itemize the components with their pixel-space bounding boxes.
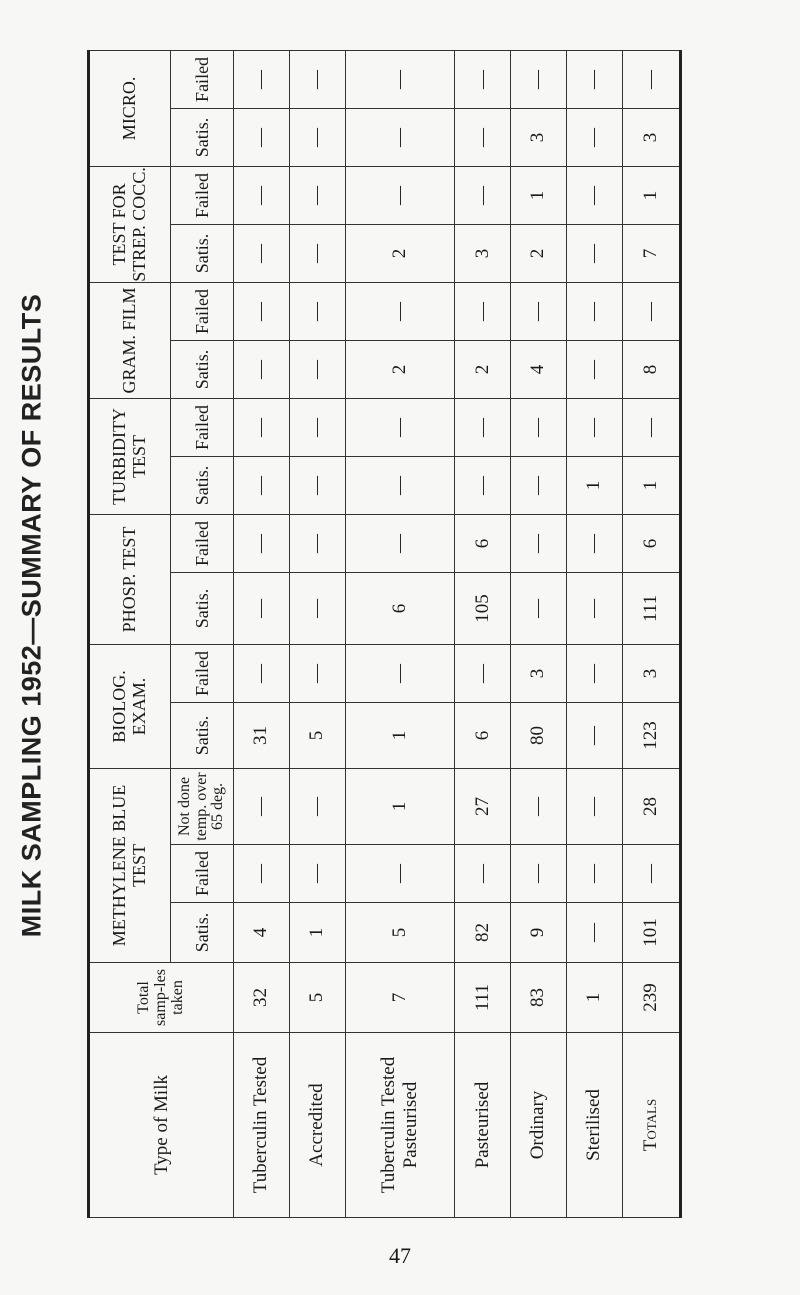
type-of-milk-header: Type of Milk xyxy=(89,1033,234,1218)
cell-phos-failed: — xyxy=(289,514,345,572)
cell-phos-satis: — xyxy=(289,572,345,644)
cell-bio-satis: 31 xyxy=(234,702,290,768)
micro-failed-header: Failed xyxy=(171,50,234,108)
cell-mb-satis: 9 xyxy=(510,903,566,963)
cell-mb-not-done: — xyxy=(510,768,566,844)
cell-phos-failed: 6 xyxy=(455,514,511,572)
cell-gram-failed: — xyxy=(345,282,454,340)
bio-satis-header: Satis. xyxy=(171,702,234,768)
cell-strep-satis: — xyxy=(566,224,622,282)
biolog-exam-header: BIOLOG. EXAM. xyxy=(89,644,171,768)
cell-gram-satis: 8 xyxy=(622,340,680,398)
cell-turb-satis: — xyxy=(510,456,566,514)
cell-gram-satis: 2 xyxy=(345,340,454,398)
cell-phos-satis: — xyxy=(566,572,622,644)
cell-mb-failed: — xyxy=(345,845,454,903)
cell-bio-satis: — xyxy=(566,702,622,768)
cell-turb-failed: — xyxy=(289,398,345,456)
mb-not-done-header: Not done temp. over 65 deg. xyxy=(171,768,234,844)
cell-gram-failed: — xyxy=(455,282,511,340)
cell-micro-failed: — xyxy=(622,50,680,108)
cell-total: 32 xyxy=(234,963,290,1033)
cell-gram-failed: — xyxy=(622,282,680,340)
cell-mb-satis: 82 xyxy=(455,903,511,963)
methylene-blue-header: METHYLENE BLUE TEST xyxy=(89,768,171,962)
cell-phos-satis: 6 xyxy=(345,572,454,644)
cell-turb-satis: 1 xyxy=(566,456,622,514)
cell-phos-failed: — xyxy=(345,514,454,572)
cell-gram-failed: — xyxy=(289,282,345,340)
micro-header: MICRO. xyxy=(89,50,171,166)
header-row-groups xyxy=(89,50,171,1217)
table-row xyxy=(455,50,511,1217)
cell-turb-failed: — xyxy=(234,398,290,456)
cell-bio-failed: — xyxy=(566,644,622,702)
cell-micro-failed: — xyxy=(566,50,622,108)
micro-satis-header: Satis. xyxy=(171,108,234,166)
cell-total: 1 xyxy=(566,963,622,1033)
milk-type-label: Pasteurised xyxy=(455,1033,511,1218)
cell-mb-failed: — xyxy=(455,845,511,903)
cell-strep-satis: 3 xyxy=(455,224,511,282)
cell-bio-satis: 1 xyxy=(345,702,454,768)
cell-bio-failed: 3 xyxy=(510,644,566,702)
milk-type-label: Sterilised xyxy=(566,1033,622,1218)
cell-mb-failed: — xyxy=(566,845,622,903)
cell-mb-satis: 101 xyxy=(622,903,680,963)
cell-gram-failed: — xyxy=(234,282,290,340)
turb-satis-header: Satis. xyxy=(171,456,234,514)
cell-micro-failed: — xyxy=(345,50,454,108)
total-samples-header: Total samp-les taken xyxy=(89,963,234,1033)
milk-type-label: Ordinary xyxy=(510,1033,566,1218)
cell-turb-satis: — xyxy=(289,456,345,514)
cell-turb-satis: — xyxy=(455,456,511,514)
gram-film-header: GRAM. FILM xyxy=(89,282,171,398)
turb-failed-header: Failed xyxy=(171,398,234,456)
phosp-test-header: PHOSP. TEST xyxy=(89,514,171,644)
milk-type-label: Accredited xyxy=(289,1033,345,1218)
cell-bio-satis: 6 xyxy=(455,702,511,768)
cell-mb-failed: — xyxy=(510,845,566,903)
cell-mb-satis: — xyxy=(566,903,622,963)
cell-bio-satis: 80 xyxy=(510,702,566,768)
cell-total: 5 xyxy=(289,963,345,1033)
cell-strep-satis: 7 xyxy=(622,224,680,282)
cell-phos-failed: — xyxy=(566,514,622,572)
table-row xyxy=(566,50,622,1217)
strep-cocc-header: TEST FOR STREP. COCC. xyxy=(89,166,171,282)
cell-micro-satis: 3 xyxy=(510,108,566,166)
cell-micro-satis: — xyxy=(566,108,622,166)
cell-mb-not-done: — xyxy=(566,768,622,844)
results-table xyxy=(87,50,682,1218)
cell-mb-satis: 4 xyxy=(234,903,290,963)
phos-satis-header: Satis. xyxy=(171,572,234,644)
cell-strep-failed: 1 xyxy=(510,166,566,224)
cell-turb-failed: — xyxy=(566,398,622,456)
cell-micro-satis: — xyxy=(345,108,454,166)
cell-strep-failed: — xyxy=(345,166,454,224)
cell-strep-failed: 1 xyxy=(622,166,680,224)
cell-strep-satis: — xyxy=(234,224,290,282)
cell-bio-failed: — xyxy=(345,644,454,702)
cell-strep-failed: — xyxy=(566,166,622,224)
cell-micro-satis: — xyxy=(234,108,290,166)
cell-turb-failed: — xyxy=(622,398,680,456)
cell-mb-failed: — xyxy=(622,845,680,903)
cell-micro-satis: — xyxy=(455,108,511,166)
phos-failed-header: Failed xyxy=(171,514,234,572)
cell-total: 7 xyxy=(345,963,454,1033)
results-table-body xyxy=(234,50,681,1217)
cell-gram-satis: 2 xyxy=(455,340,511,398)
cell-phos-satis: — xyxy=(510,572,566,644)
gram-failed-header: Failed xyxy=(171,282,234,340)
cell-micro-satis: — xyxy=(289,108,345,166)
gram-satis-header: Satis. xyxy=(171,340,234,398)
table-row xyxy=(234,50,290,1217)
cell-mb-not-done: 28 xyxy=(622,768,680,844)
cell-micro-failed: — xyxy=(289,50,345,108)
cell-mb-not-done: 1 xyxy=(345,768,454,844)
cell-micro-satis: 3 xyxy=(622,108,680,166)
page-number: 47 xyxy=(389,1243,411,1268)
cell-mb-not-done: — xyxy=(234,768,290,844)
cell-total: 111 xyxy=(455,963,511,1033)
cell-phos-failed: — xyxy=(234,514,290,572)
cell-phos-failed: — xyxy=(510,514,566,572)
mb-satis-header: Satis. xyxy=(171,903,234,963)
cell-mb-satis: 5 xyxy=(345,903,454,963)
strep-failed-header: Failed xyxy=(171,166,234,224)
cell-bio-failed: — xyxy=(234,644,290,702)
cell-phos-failed: 6 xyxy=(622,514,680,572)
turbidity-test-header: TURBIDITY TEST xyxy=(89,398,171,514)
cell-micro-failed: — xyxy=(510,50,566,108)
page-title: MILK SAMPLING 1952—SUMMARY OF RESULTS xyxy=(16,293,47,937)
cell-strep-satis: 2 xyxy=(510,224,566,282)
cell-turb-failed: — xyxy=(345,398,454,456)
milk-type-label: Tuberculin Tested Pasteurised xyxy=(345,1033,454,1218)
cell-turb-satis: 1 xyxy=(622,456,680,514)
table-row xyxy=(510,50,566,1217)
cell-total: 83 xyxy=(510,963,566,1033)
cell-gram-satis: — xyxy=(566,340,622,398)
cell-gram-satis: — xyxy=(289,340,345,398)
cell-bio-satis: 5 xyxy=(289,702,345,768)
cell-phos-satis: 111 xyxy=(622,572,680,644)
cell-phos-satis: — xyxy=(234,572,290,644)
milk-type-label: Tuberculin Tested xyxy=(234,1033,290,1218)
cell-bio-failed: — xyxy=(289,644,345,702)
cell-bio-failed: 3 xyxy=(622,644,680,702)
cell-turb-failed: — xyxy=(510,398,566,456)
cell-mb-not-done: 27 xyxy=(455,768,511,844)
cell-turb-failed: — xyxy=(455,398,511,456)
cell-bio-satis: 123 xyxy=(622,702,680,768)
table-row xyxy=(622,50,680,1217)
cell-gram-failed: — xyxy=(566,282,622,340)
mb-failed-header: Failed xyxy=(171,845,234,903)
summary-table-wrapper xyxy=(87,56,682,1218)
cell-mb-failed: — xyxy=(289,845,345,903)
bio-failed-header: Failed xyxy=(171,644,234,702)
cell-turb-satis: — xyxy=(234,456,290,514)
page-title-wrapper xyxy=(8,10,56,1220)
cell-mb-satis: 1 xyxy=(289,903,345,963)
cell-total: 239 xyxy=(622,963,680,1033)
cell-turb-satis: — xyxy=(345,456,454,514)
table-row xyxy=(345,50,454,1217)
cell-gram-failed: — xyxy=(510,282,566,340)
cell-strep-failed: — xyxy=(455,166,511,224)
cell-phos-satis: 105 xyxy=(455,572,511,644)
cell-micro-failed: — xyxy=(234,50,290,108)
rotated-table-container xyxy=(87,56,682,1218)
cell-gram-satis: 4 xyxy=(510,340,566,398)
cell-bio-failed: — xyxy=(455,644,511,702)
cell-strep-failed: — xyxy=(234,166,290,224)
table-row xyxy=(289,50,345,1217)
cell-micro-failed: — xyxy=(455,50,511,108)
cell-gram-satis: — xyxy=(234,340,290,398)
cell-strep-failed: — xyxy=(289,166,345,224)
milk-type-label: Totals xyxy=(622,1033,680,1218)
cell-mb-not-done: — xyxy=(289,768,345,844)
strep-satis-header: Satis. xyxy=(171,224,234,282)
cell-strep-satis: — xyxy=(289,224,345,282)
cell-mb-failed: — xyxy=(234,845,290,903)
cell-strep-satis: 2 xyxy=(345,224,454,282)
